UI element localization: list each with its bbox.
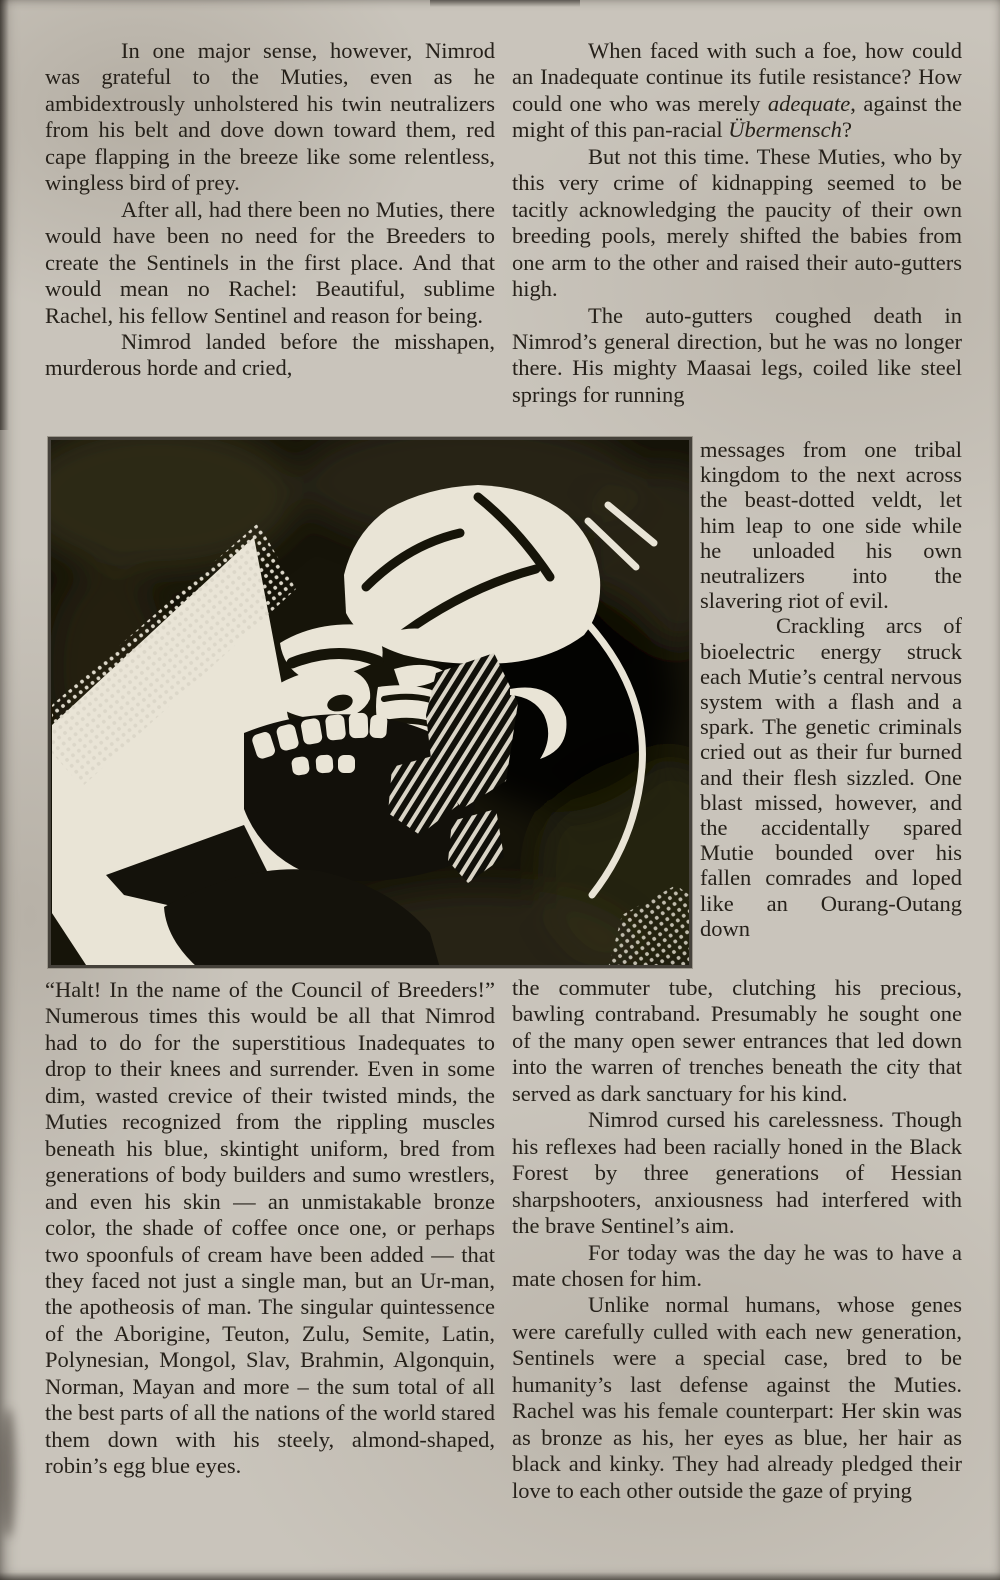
paragraph: For today was the day he was to have a mate chosen for him. xyxy=(512,1239,962,1291)
text-column-top-left xyxy=(45,38,495,382)
page-edge-shadow-bottom xyxy=(0,1572,1000,1580)
grimacing-face-illustration xyxy=(48,437,692,968)
paragraph: “Halt! In the name of the Council of Breeders!” Numerous times this would be all that Nimrod had to do for the superstitious Inadequates to drop to their knees and surrender. Even in some dim, wasted crevice of their twisted minds, the Muties recognized from the rippling muscles beneath his blue, skintight uniform, bred from generations of body builders and sumo wrestlers, and even his skin — an unmistakable bronze color, the shade of coffee once one, or perhaps two spoonfuls of cream have been added — that they faced not just a single man, but an Ur-man, the apotheosis of man. The singular quintessence of the Aborigine, Teuton, Zulu, Semite, Latin, Polynesian, Mongol, Slav, Brahmin, Algonquin, Norman, Mayan and more – the sum total of all the best parts of all the nations of the world stared them down with his steely, almond-shaped, robin’s egg blue eyes. xyxy=(45,977,495,1479)
illustration-panel xyxy=(48,437,692,968)
paragraph: Nimrod cursed his carelessness. Though his reflexes had been racially honed in the Black Forest by three generations of Hessian sharpshooters, anxiousness had interfered with the brave Sentinel’s aim. xyxy=(512,1107,962,1239)
page-edge-smudge-top xyxy=(430,0,580,7)
paragraph: When faced with such a foe, how could an Inadequate continue its futile resistance? How could one who was merely adequate, against the might of this pan-racial Übermensch? xyxy=(512,38,962,143)
text-column-top-right xyxy=(512,38,962,408)
paragraph: The auto-gutters coughed death in Nimrod’s general direction, but he was no longer there. His mighty Maasai legs, coiled like steel springs for running xyxy=(512,302,962,407)
paragraph: But not this time. These Muties, who by this very crime of kidnapping seemed to be tacitly acknowledging the paucity of their own breeding pools, merely shifted the babies from one arm to the other and raised their auto-gutters high. xyxy=(512,143,962,302)
paragraph: the commuter tube, clutching his precious, bawling contraband. Presumably he sought one of the many open sewer entrances that led down into the warren of trenches beneath the city that served as dark sanctuary for his kind. xyxy=(512,975,962,1106)
page-edge-shadow-left xyxy=(0,0,9,430)
paragraph: After all, had there been no Muties, there would have been no need for the Breeders to create the Sentinels in the first place. And that would mean no Rachel: Beautiful, sublime Rachel, his fellow Sentinel and reason for being. xyxy=(45,196,495,328)
page-edge-smudge-left-bottom xyxy=(0,1408,16,1538)
paragraph: Nimrod landed before the misshapen, murderous horde and cried, xyxy=(45,328,495,381)
paragraph: Crackling arcs of bioelectric energy struck each Mutie’s central nervous system with a flash and a spark. The genetic criminals cried out as their fur burned and their flesh sizzled. One blast missed, however, and the accidentally spared Mutie bounded over his fallen comrades and loped like an Ourang-Outang down xyxy=(700,613,962,941)
paragraph: In one major sense, however, Nimrod was grateful to the Muties, even as he ambidextrously unholstered his twin neutralizers from his belt and dove down toward them, red cape flapping in the breeze like some relentless, wingless bird of prey. xyxy=(45,38,495,196)
text-column-bottom-left xyxy=(45,977,495,1480)
paragraph: messages from one tribal kingdom to the next across the beast-dotted veldt, let him leap to one side while he unloaded his own neutralizers into the slavering riot of evil. xyxy=(700,437,962,614)
text-column-bottom-right xyxy=(512,975,962,1504)
text-column-beside-image xyxy=(700,437,962,941)
paragraph: Unlike normal humans, whose genes were carefully culled with each new generation, Sentinels were a special case, bred to be humanity’s last defense against the Muties. Rachel was his female counterpart: Her skin was as bronze as his, her eyes as blue, her hair as black and kinky. They had already pledged their love to each other outside the gaze of prying xyxy=(512,1292,962,1503)
